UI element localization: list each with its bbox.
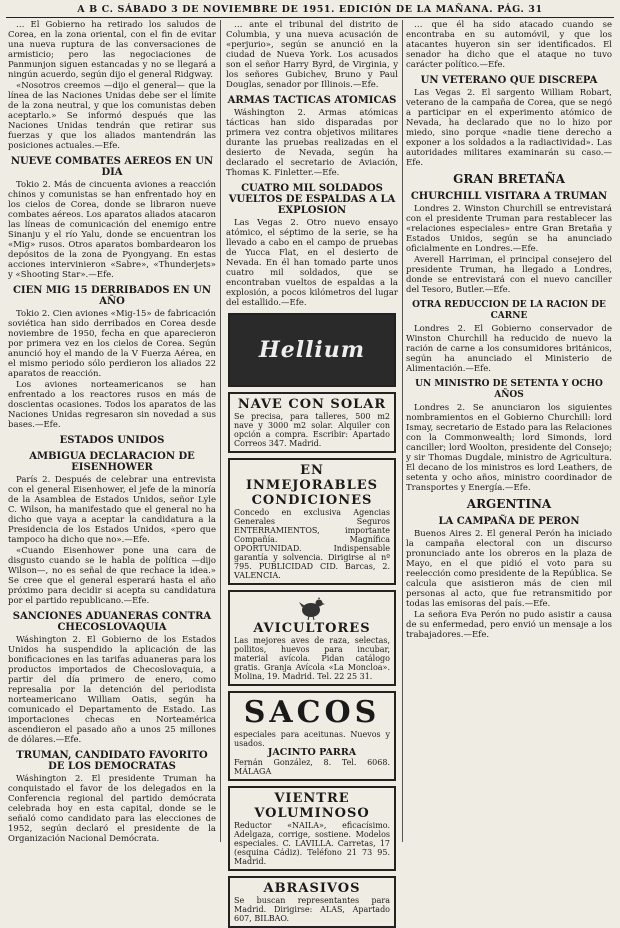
advertisement-title-text: ABRASIVOS [263,881,361,896]
article-paragraph: Las Vegas 2. Otro nuevo ensayo atómico, el séptimo de la serie, se ha llevado a cabo en el campo de pruebas de Yucca Flat, en el desierto de Nevada. En él han tomado parte unos cuatro mil soldados, que se encontraban vueltos de espaldas a la explosión, a pocos kilómetros del lugar del estallido.—Efe. [226,218,398,308]
advertisement-bold-text: JACINTO PARRA [267,747,357,758]
advertisement-small-text: especiales para aceitunas. Nuevos y usados. [234,730,390,748]
advertisement-title-text: AVICULTORES [253,621,371,636]
article-paragraph: Londres 2. Se anunciaron los siguientes nombramientos en el Gobierno Churchill: lord Ismay, secretario de Estado para las Relaciones con la Commonwealth; lord Simonds, lord canciller; lord Woolton, presidente del Consejo; y sir Thomas Dugdale, ministro de Agricultura. El decano de los ministros es lord Leathers, de setenta y ocho años, ministro coordinador de Transportes y Energía.—Efe. [406,403,612,493]
page-header: A B C. SÁBADO 3 DE NOVIEMBRE DE 1951. EDICIÓN DE LA MAÑANA. PÁG. 31 [6,3,614,18]
article-headline: TRUMAN, CANDIDATO FAVORITO DE LOS DEMOCRATAS [16,750,208,772]
article-paragraph: … que él ha sido atacado cuando se encontraba en su automóvil, y que los atacantes huyeron sin ser identificados. El senador ha dicho que el ataque no tuvo carácter político.—Efe. [406,20,612,70]
advertisement-banner: Hellium [228,313,396,387]
article-headline: UN MINISTRO DE SETENTA Y OCHO AÑOS [415,379,603,400]
article-headline: ARGENTINA [466,497,552,511]
advertisement [228,876,396,928]
article-headline: NUEVE COMBATES AEREOS EN UN DIA [10,156,214,178]
column-center [226,20,398,923]
advertisement [228,392,396,453]
advertisement-small-text: Se buscan representantes para Madrid. Dirigirse: ALAS, Apartado 607, BILBAO. [234,896,390,923]
advertisement-title-text: EN INMEJORABLES CONDICIONES [245,463,379,508]
article-paragraph: Wáshington 2. El presidente Truman ha conquistado el favor de los delegados en la Conferencia regional del partido demócrata celebrada hoy en esta capital, donde se le señaló como candidato para las elecciones de 1952, según declaró el presidente de la Organización Nacional Demócrata. [8,774,216,844]
advertisement-small-text: Fernán González, 8. Tel. 6068. MÁLAGA [234,758,390,776]
column-divider [402,20,403,842]
advertisement-small-text: Se precisa, para talleres, 500 m2 nave y 3000 m2 solar. Alquiler con opción a compra. Escribir: Apartado Correos 347. Madrid. [234,412,390,448]
article-paragraph: Buenos Aires 2. El general Perón ha iniciado la campaña electoral con un discurso pronunciado ante los obreros en la plaza de Mayo, en el que pidió el voto para su reelección como presidente de la República. Se calcula que asistieron más de cien mil personas al acto, que fue retransmitido por todas las emisoras del país.—Efe. [406,529,612,609]
article-headline: LA CAMPAÑA DE PERON [438,516,580,527]
advertisement [228,691,396,781]
article-headline: CHURCHILL VISITARA A TRUMAN [410,191,608,202]
advertisement [228,590,396,686]
article-paragraph: Londres 2. El Gobierno conservador de Winston Churchill ha reducido de nuevo la ración de carne a los consumidores británicos, según ha anunciado el Ministerio de Alimentación.—Efe. [406,324,612,374]
article-headline: CUATRO MIL SOLDADOS VUELTOS DE ESPALDAS A LA EXPLOSION [228,183,396,216]
article-paragraph: Tokio 2. Cien aviones «Mig-15» de fabricación soviética han sido derribados en Corea desde noviembre de 1950, fecha en que aparecieron por primera vez en los cielos de Corea. Según anunció hoy el mando de la V Fuerza Aérea, en el mismo periodo sólo perdieron los aliados 22 aparatos de reacción. [8,309,216,379]
article-paragraph: «Nosotros creemos —dijo el general— que la línea de las Naciones Unidas debe ser el límite de la zona neutral, y que los comunistas deben aceptarlo.» Se informó después que las Naciones Unidas tendrán que retirar sus fuerzas y que los aliados mantendrán las posiciones actuales.—Efe. [8,81,216,151]
article-headline: OTRA REDUCCION DE LA RACION DE CARNE [412,300,606,321]
column-left [8,20,216,842]
article-headline: UN VETERANO QUE DISCREPA [420,75,598,86]
article-headline: SANCIONES ADUANERAS CONTRA CHECOSLOVAQUIA [12,611,212,633]
article-headline: ARMAS TACTICAS ATOMICAS [227,95,397,106]
article-paragraph: Wáshington 2. El Gobierno de los Estados Unidos ha suspendido la aplicación de las bonificaciones en las tarifas aduaneras para los productos importados de Checoslovaquia, a partir del día primero de enero, como represalia por la detención del periodista norteamericano William Oatis, según ha comunicado el Departamento de Estado. Las importaciones checas en Norteamérica ascendieron el pasado año a unos 25 millones de dólares.—Efe. [8,635,216,745]
hen-icon [299,595,325,621]
article-headline: ESTADOS UNIDOS [59,435,165,446]
article-paragraph: La señora Eva Perón no pudo asistir a causa de su enfermedad, pero envió un mensaje a los trabajadores.—Efe. [406,610,612,640]
article-paragraph: Wáshington 2. Armas atómicas tácticas han sido disparadas por primera vez contra objetivos militares durante las pruebas realizadas en el desierto de Nevada, según ha declarado el secretario de Aviación, Thomas K. Finletter.—Efe. [226,108,398,178]
advertisement-small-text: Reductor «NAILA», eficacísimo. Adelgaza, corrige, sostiene. Modelos especiales. C. LAVILLA. Carretas, 17 (esquina Cádiz). Teléfono 21 73 95. Madrid. [234,821,390,866]
article-headline: AMBIGUA DECLARACION DE EISENHOWER [29,451,195,473]
column-divider [220,20,221,842]
article-headline: CIEN MIG 15 DERRIBADOS EN UN AÑO [12,285,212,307]
article-paragraph: París 2. Después de celebrar una entrevista con el general Eisenhower, el jefe de la minoría de la Asamblea de Estados Unidos, señor Lyle C. Wilson, ha manifestado que el general no ha dicho que vaya a aceptar la candidatura a la Presidencia de los Estados Unidos, «pero que tampoco ha dicho que no».—Efe. [8,475,216,545]
article-paragraph: … ante el tribunal del distrito de Columbia, y una nueva acusación de «perjurio», según se anunció en la ciudad de Nueva York. Los acusados son el señor Harry Byrd, de Virginia, y los señores Gubichev, Bruno y Paul Douglas, senador por Illinois.—Efe. [226,20,398,90]
article-paragraph: … El Gobierno ha retirado los saludos de Corea, en la zona oriental, con el fin de evitar una nueva ruptura de las conversaciones de armisticio; pero las negociaciones de Panmunjon siguen estancadas y no se llegará a ningún acuerdo, según dijo el general Ridgway. [8,20,216,80]
article-paragraph: Averell Harriman, el principal consejero del presidente Truman, ha llegado a Londres, donde se entrevistará con el nuevo canciller del Tesoro, Butler.—Efe. [406,255,612,295]
advertisement-small-text: Las mejores aves de raza, selectas, pollitos, huevos para incubar, material avícola. Pidan catálogo gratis. Granja Avícola «La Moncloa». Molina, 19. Madrid. Tel. 22 25 31. [234,636,390,681]
article-paragraph: Londres 2. Winston Churchill se entrevistará con el presidente Truman para restablecer las «relaciones especiales» entre Gran Bretaña y Estados Unidos, según se ha anunciado oficialmente en Londres.—Efe. [406,204,612,254]
advertisement-small-text: Concedo en exclusiva Agencias Generales Seguros ENTERRAMIENTOS, importante Compañía. Magnífica OPORTUNIDAD. Indispensable garantía y solvencia. Dirigirse al nº 795. PUBLICIDAD CID. Barcas, 2. VALENCIA. [234,508,390,580]
article-paragraph: Las Vegas 2. El sargento William Robart, veterano de la campaña de Corea, que se negó a participar en el experimento atómico de Nevada, ha declarado que no lo hizo por miedo, sino porque «nadie tiene derecho a exponer a los soldados a la radiactividad». Las autoridades militares examinarán su caso.—Efe. [406,88,612,168]
article-paragraph: Tokio 2. Más de cincuenta aviones a reacción chinos y comunistas se han enfrentado hoy en los cielos de Corea, donde se libraron nueve combates aéreos. Los aparatos aliados atacaron las líneas de comunicación del enemigo entre Sinanju y el río Yalu, donde se encuentran los «Mig» rusos. Otros aparatos bombardearon los depósitos de la zona de Pyongyang. En estas acciones intervinieron «Sabre», «Thunderjets» y «Shooting Star».—Efe. [8,180,216,280]
advertisement-big-text: SACOS [243,695,381,730]
column-right [406,20,612,842]
article-headline: GRAN BRETAÑA [453,172,565,186]
advertisement-title-text: NAVE CON SOLAR [237,397,387,412]
article-paragraph: «Cuando Eisenhower pone una cara de disgusto cuando se le habla de política —dijo Wilson—, no es señal de que rechace la idea.» Se cree que el general esperará hasta el año próximo para decidir si acepta su candidatura por el partido republicano.—Efe. [8,546,216,606]
article-paragraph: Los aviones norteamericanos se han enfrentado a los reactores rusos en más de doscientas ocasiones. Todos los aparatos de las Naciones Unidas regresaron sin novedad a sus bases.—Efe. [8,380,216,430]
advertisement [228,458,396,585]
advertisement [228,786,396,871]
advertisement-title-text: VIENTRE VOLUMINOSO [254,791,370,821]
